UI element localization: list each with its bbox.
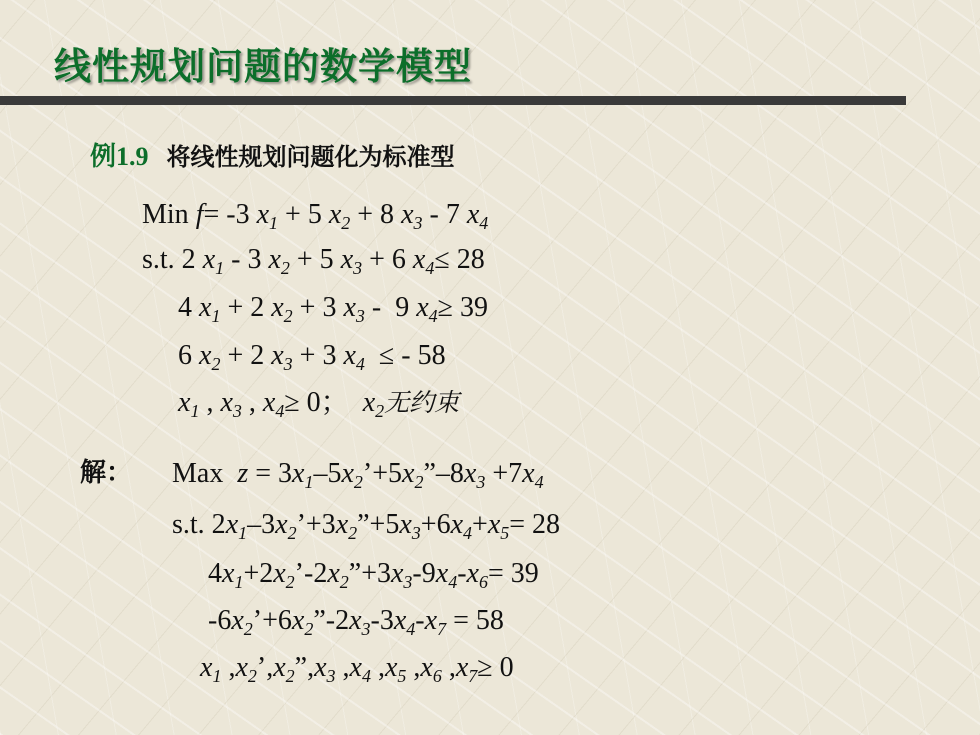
solution-constraint-3: $-6x_2’+6x_2”-2x_3-3x_4-x_7 = 58$ (208, 605, 504, 639)
solution-constraint-1: s.t. $2x_1-3x_2’+3x_2”+5x_3+6x_4+x_5= 28$ (172, 509, 561, 543)
title-divider (0, 96, 906, 105)
example-number: 例1.9 (90, 142, 149, 171)
solution-label: 解： (80, 458, 133, 488)
solution-constraint-2: $4x_1+2x_2’-2x_2”+3x_3-9x_4-x_6= 39$ (208, 558, 539, 592)
problem-constraint-1: s.t. 2 $x_1 - 3$ $x_2 + 5$ $x_3 + 6$ $x_4\le 28$ (142, 244, 485, 278)
example-description: 将线性规划问题化为标准型 (166, 143, 455, 171)
example-heading (90, 136, 455, 173)
problem-constraint-2: 4 $x_1 + 2$ $x_2 + 3$ $x_3 - 9$ $x_4\ge 39$ (178, 292, 489, 326)
problem-constraint-3: 6 $x_2 + 2$ $x_3 + 3$ $x_4$ ≤ - 58 (178, 340, 446, 374)
problem-objective: Min f= -3 $x_1 + 5$ $x_2 + 8$ $x_3 - 7$ $x_4$ (142, 199, 489, 233)
solution-objective: Max $z = 3x_1-5x_2’+5x_2”-8x_3 +7x_4$ (172, 458, 544, 492)
page-title: 线性规划问题的数学模型 (54, 45, 472, 88)
problem-constraint-4: $x_1$ , $x_3$ , $x_4\ge 0$； $x_2$无约束 (178, 387, 460, 421)
solution-constraint-4: $x_1$ $,x_2’,x_2”,x_3$ $,x_4$ $,x_5$ $,x_6$ $,x_7\ge 0$ (200, 652, 514, 686)
